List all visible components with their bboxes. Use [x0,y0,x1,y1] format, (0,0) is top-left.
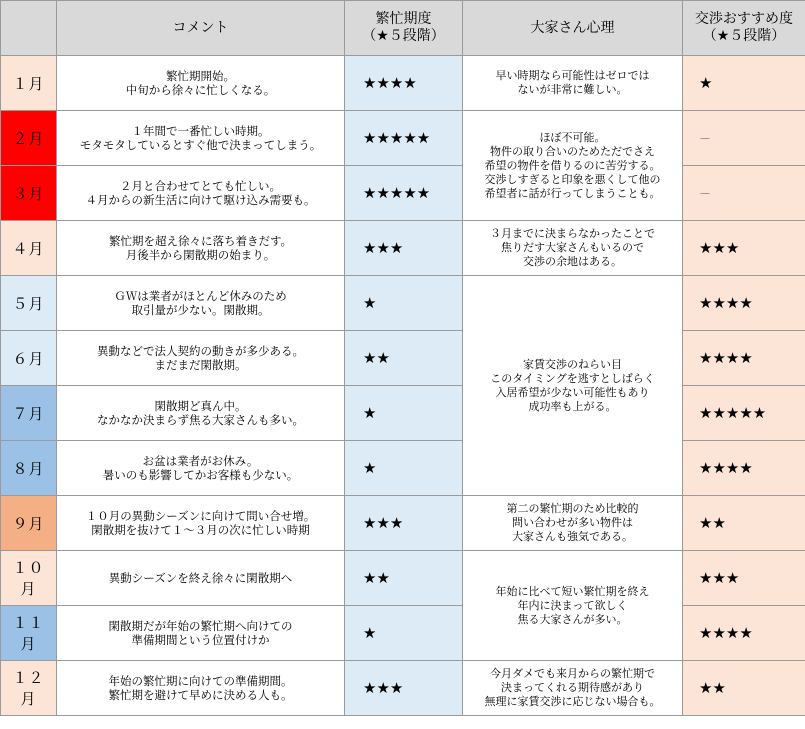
comment-line: 閑散期ど真ん中。 [154,399,247,413]
table-row [1,606,805,661]
table-row [1,221,805,276]
negotiation-rating-cell: ★★★★ [683,276,805,331]
comment-line: 準備期間という位置付けか [131,633,270,647]
psychology-line: 年内に決まって欲しく [517,598,628,612]
table-row [1,496,805,551]
landlord-psychology-cell [463,56,683,111]
comment-line: 暑いのも影響してかお客様も少ない。 [102,468,299,482]
landlord-psychology-cell [463,276,683,496]
negotiation-rating-cell: ★★★ [683,551,805,606]
landlord-psychology-cell [463,661,683,716]
table-row [1,56,805,111]
month-cell: ３月 [1,166,57,221]
busy-rating-cell: ★ [345,606,463,661]
negotiation-rating-cell: － [683,166,805,221]
header-busy-line1: 繁忙期度 [375,11,432,27]
header-row [1,1,805,56]
comment-cell [57,386,345,441]
comment-line: 異動シーズンを終え徐々に閑散期へ [108,571,293,585]
landlord-psychology-cell [463,221,683,276]
comment-line: まだまだ閑散期。 [154,358,247,372]
negotiation-rating-cell: － [683,111,805,166]
negotiation-rating-cell: ★★★★★ [683,386,805,441]
comment-line: 取引量が少ない。閑散期。 [131,303,270,317]
header-comment: コメント [57,1,345,56]
comment-cell [57,496,345,551]
psychology-line: このタイミングを逃すとしばらく [490,371,655,385]
busy-rating-cell: ★★★ [345,661,463,716]
header-busy [345,1,463,56]
comment-line: 月後半から閑散期の始まり。 [125,248,276,262]
psychology-line: 第二の繁忙期のため比較的 [506,502,639,515]
comment-line: １０月の異動シーズンに向けて問い合せ増。 [85,509,316,523]
landlord-psychology-cell [463,111,683,221]
header-blank [1,1,57,56]
comment-cell [57,111,345,166]
table-row [1,331,805,386]
busy-rating-cell: ★★★ [345,221,463,276]
table-row [1,166,805,221]
comment-line: 閑散期だが年始の繁忙期へ向けての [108,619,293,633]
psychology-line: 焦りだす大家さんもいるので [501,241,644,254]
header-busy-line2: （★５段階） [362,28,445,44]
negotiation-rating-cell: ★★ [683,661,805,716]
psychology-line: 入居希望が少ない可能性もあり [495,385,650,399]
header-rec-line2: （★５段階） [702,28,786,44]
comment-cell [57,331,345,386]
month-cell: ５月 [1,276,57,331]
comment-cell [57,276,345,331]
busy-rating-cell: ★★★★★ [345,166,463,221]
comment-line: ２月と合わせてとても忙しい。 [120,179,281,193]
busy-rating-cell: ★ [345,386,463,441]
header-rec [683,1,805,56]
psychology-line: 年始に比べて短い繁忙期を終え [495,584,650,598]
negotiation-rating-cell: ★ [683,56,805,111]
psychology-line: 成功率も上がる。 [528,399,617,413]
psychology-line: 大家さんも強気である。 [512,530,633,543]
busy-rating-cell: ★★★★ [345,56,463,111]
comment-line: 閑散期を抜けて１～３月の次に忙しい時期 [91,523,310,537]
month-cell: ６月 [1,331,57,386]
comment-line: １年間で一番忙しい時期。 [131,124,270,138]
psychology-line: 問い合わせが多い物件は [512,516,633,529]
comment-cell [57,166,345,221]
comment-line: 繁忙期を超え徐々に落ち着きだす。 [108,234,293,248]
psychology-line: 希望の物件を借りるのに苦労する。 [484,158,661,172]
comment-line: 年始の繁忙期に向けての準備期間。 [108,674,293,688]
month-cell: １１月 [1,606,57,661]
psychology-line: 無理に家賃交渉に応じない場合も。 [484,695,661,708]
psychology-line: ないが非常に難しい。 [517,83,628,96]
negotiation-rating-cell: ★★★★ [683,441,805,496]
comment-line: ４月からの新生活に向けて駆け込み需要も。 [85,193,316,207]
table-row [1,441,805,496]
comment-line: 繁忙期を避けて早めに決める人も。 [108,688,293,702]
table-row [1,276,805,331]
psychology-line: 物件の取り合いのためただでさえ [490,144,655,158]
negotiation-rating-cell: ★★★ [683,221,805,276]
negotiation-rating-cell: ★★★★ [683,331,805,386]
busy-rating-cell: ★ [345,276,463,331]
negotiation-rating-cell: ★★ [683,496,805,551]
psychology-line: ほぼ不可能。 [539,130,606,144]
header-psych: 大家さん心理 [463,1,683,56]
psychology-line: 交渉の余地はある。 [523,255,622,268]
table-row [1,111,805,166]
comment-cell [57,661,345,716]
month-cell: ２月 [1,111,57,166]
negotiation-rating-cell: ★★★★ [683,606,805,661]
comment-cell [57,221,345,276]
comment-line: 中旬から徐々に忙しくなる。 [125,83,276,97]
month-cell: １月 [1,56,57,111]
month-cell: １２月 [1,661,57,716]
psychology-line: 決まってくれる期待感があり [501,681,644,694]
comment-line: なかなか決まらず焦る大家さんも多い。 [97,413,304,427]
table-row [1,661,805,716]
psychology-line: 焦る大家さんが多い。 [517,612,628,626]
landlord-psychology-cell [463,551,683,661]
landlord-psychology-cell [463,496,683,551]
psychology-line: ３月までに決まらなかったことで [490,227,655,240]
month-cell: １０月 [1,551,57,606]
comment-line: 繁忙期開始。 [166,69,235,83]
busy-rating-cell: ★★★ [345,496,463,551]
psychology-line: 交渉しすぎると印象を悪くして他の [484,172,661,186]
busy-rating-cell: ★ [345,441,463,496]
busy-rating-cell: ★★★★★ [345,111,463,166]
month-cell: ４月 [1,221,57,276]
comment-line: お盆は業者がお休み。 [142,454,259,468]
psychology-line: 希望者に話が行ってしまうことも。 [484,186,661,200]
table-body [1,56,805,716]
psychology-line: 今月ダメでも来月からの繁忙期で [490,667,655,680]
comment-line: 異動などで法人契約の動きが多少ある。 [97,344,304,358]
header-rec-line1: 交渉おすすめ度 [694,11,794,27]
busy-rating-cell: ★★ [345,331,463,386]
table-row [1,551,805,606]
comment-line: ＧＷは業者がほとんど休みのため [114,289,287,303]
psychology-line: 早い時期なら可能性はゼロでは [495,69,650,82]
month-cell: ８月 [1,441,57,496]
month-cell: ７月 [1,386,57,441]
psychology-line: 家賃交渉のねらい目 [523,357,622,371]
month-cell: ９月 [1,496,57,551]
comment-cell [57,56,345,111]
comment-line: モタモタしているとすぐ他で決まってしまう。 [79,138,322,152]
comment-cell [57,606,345,661]
comment-cell [57,441,345,496]
table-row [1,386,805,441]
busy-rating-cell: ★★ [345,551,463,606]
comment-cell [57,551,345,606]
